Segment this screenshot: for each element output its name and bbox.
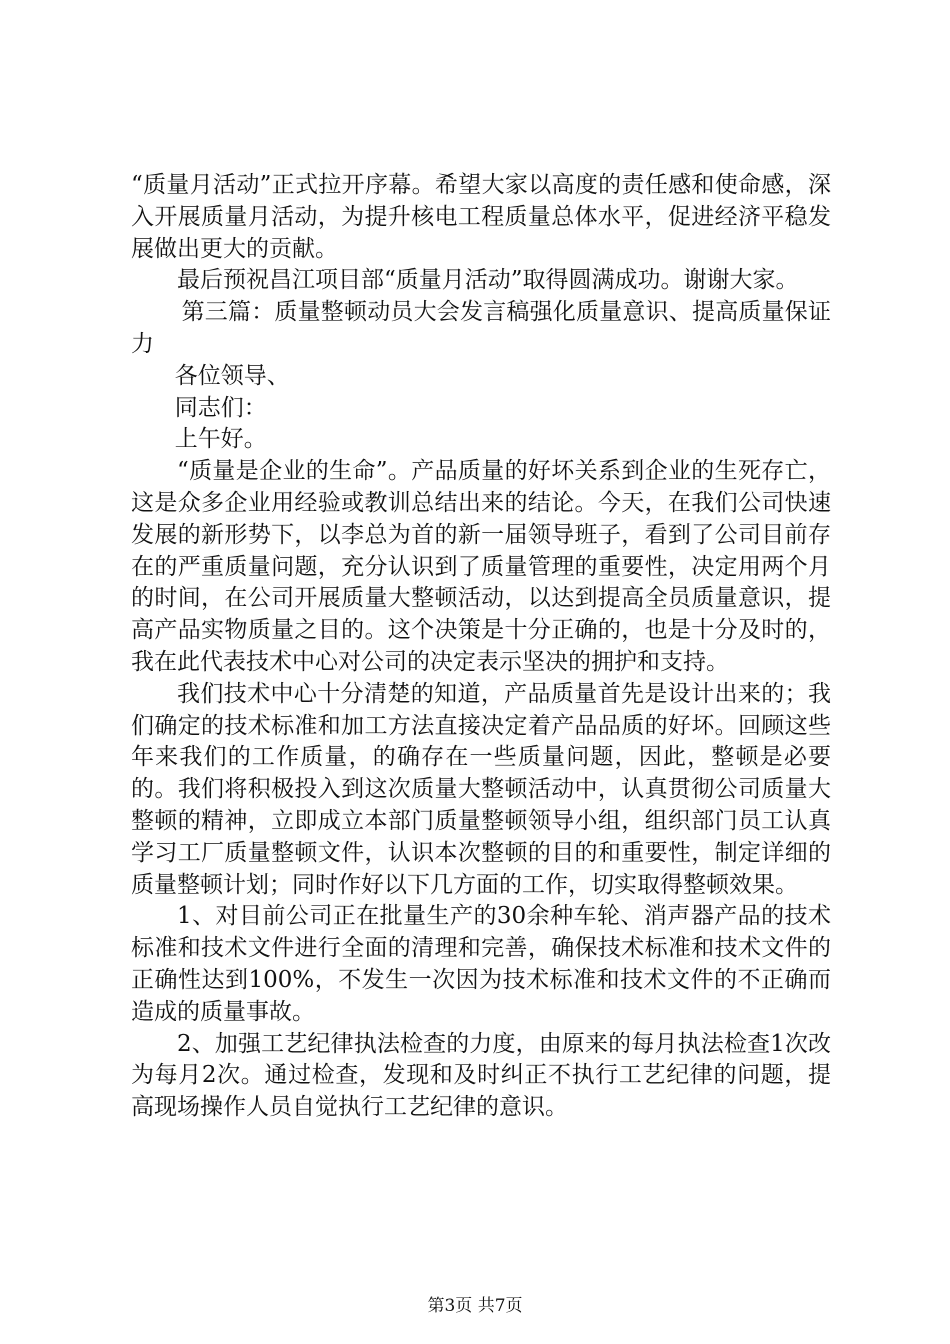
- paragraph-quality-life: “质量是企业的生命”。产品质量的好坏关系到企业的生死存亡，这是众多企业用经验或教训总结出来的结论。今天，在我们公司快速发展的新形势下，以李总为首的新一届领导班子，看到了公司目前存在的严重质量问题，充分认识到了质量管理的重要性，决定用两个月的时间，在公司开展质量大整顿活动，以达到提高全员质量意识，提高产品实物质量之目的。这个决策是十分正确的，也是十分及时的，我在此代表技术中心对公司的决定表示坚决的拥护和支持。: [131, 458, 831, 675]
- greeting-leaders: 各位领导、: [174, 362, 290, 389]
- paragraph-closing-wish: 最后预祝昌江项目部“质量月活动”取得圆满成功。谢谢大家。: [177, 267, 799, 294]
- paragraph-item-2: 2、加强工艺纪律执法检查的力度，由原来的每月执法检查1次改为每月2次。通过检查，发现和及时纠正不执行工艺纪律的问题，提高现场操作人员自觉执行工艺纪律的意识。: [131, 1030, 831, 1121]
- section-title: 第三篇：质量整顿动员大会发言稿强化质量意识、提高质量保证力: [131, 299, 831, 357]
- paragraph-tech-center: 我们技术中心十分清楚的知道，产品质量首先是设计出来的；我们确定的技术标准和加工方法直接决定着产品品质的好坏。回顾这些年来我们的工作质量，的确存在一些质量问题，因此，整顿是必要的。我们将积极投入到这次质量大整顿活动中，认真贯彻公司质量大整顿的精神，立即成立本部门质量整顿领导小组，组织部门员工认真学习工厂质量整顿文件，认识本次整顿的目的和重要性，制定详细的质量整顿计划；同时作好以下几方面的工作，切实取得整顿效果。: [131, 680, 831, 898]
- paragraph-continuation: “质量月活动”正式拉开序幕。希望大家以高度的责任感和使命感，深入开展质量月活动，为提升核电工程质量总体水平，促进经济平稳发展做出更大的贡献。: [131, 172, 831, 262]
- document-body: [131, 170, 831, 1124]
- paragraph-item-1: 1、对目前公司正在批量生产的30余种车轮、消声器产品的技术标准和技术文件进行全面的清理和完善，确保技术标准和技术文件的正确性达到100%，不发生一次因为技术标准和技术文件的不正确而造成的质量事故。: [131, 903, 831, 1025]
- page-number-footer: 第3页 共7页: [427, 1296, 523, 1316]
- greeting-comrades: 同志们：: [174, 394, 267, 421]
- greeting-morning: 上午好。: [174, 426, 267, 453]
